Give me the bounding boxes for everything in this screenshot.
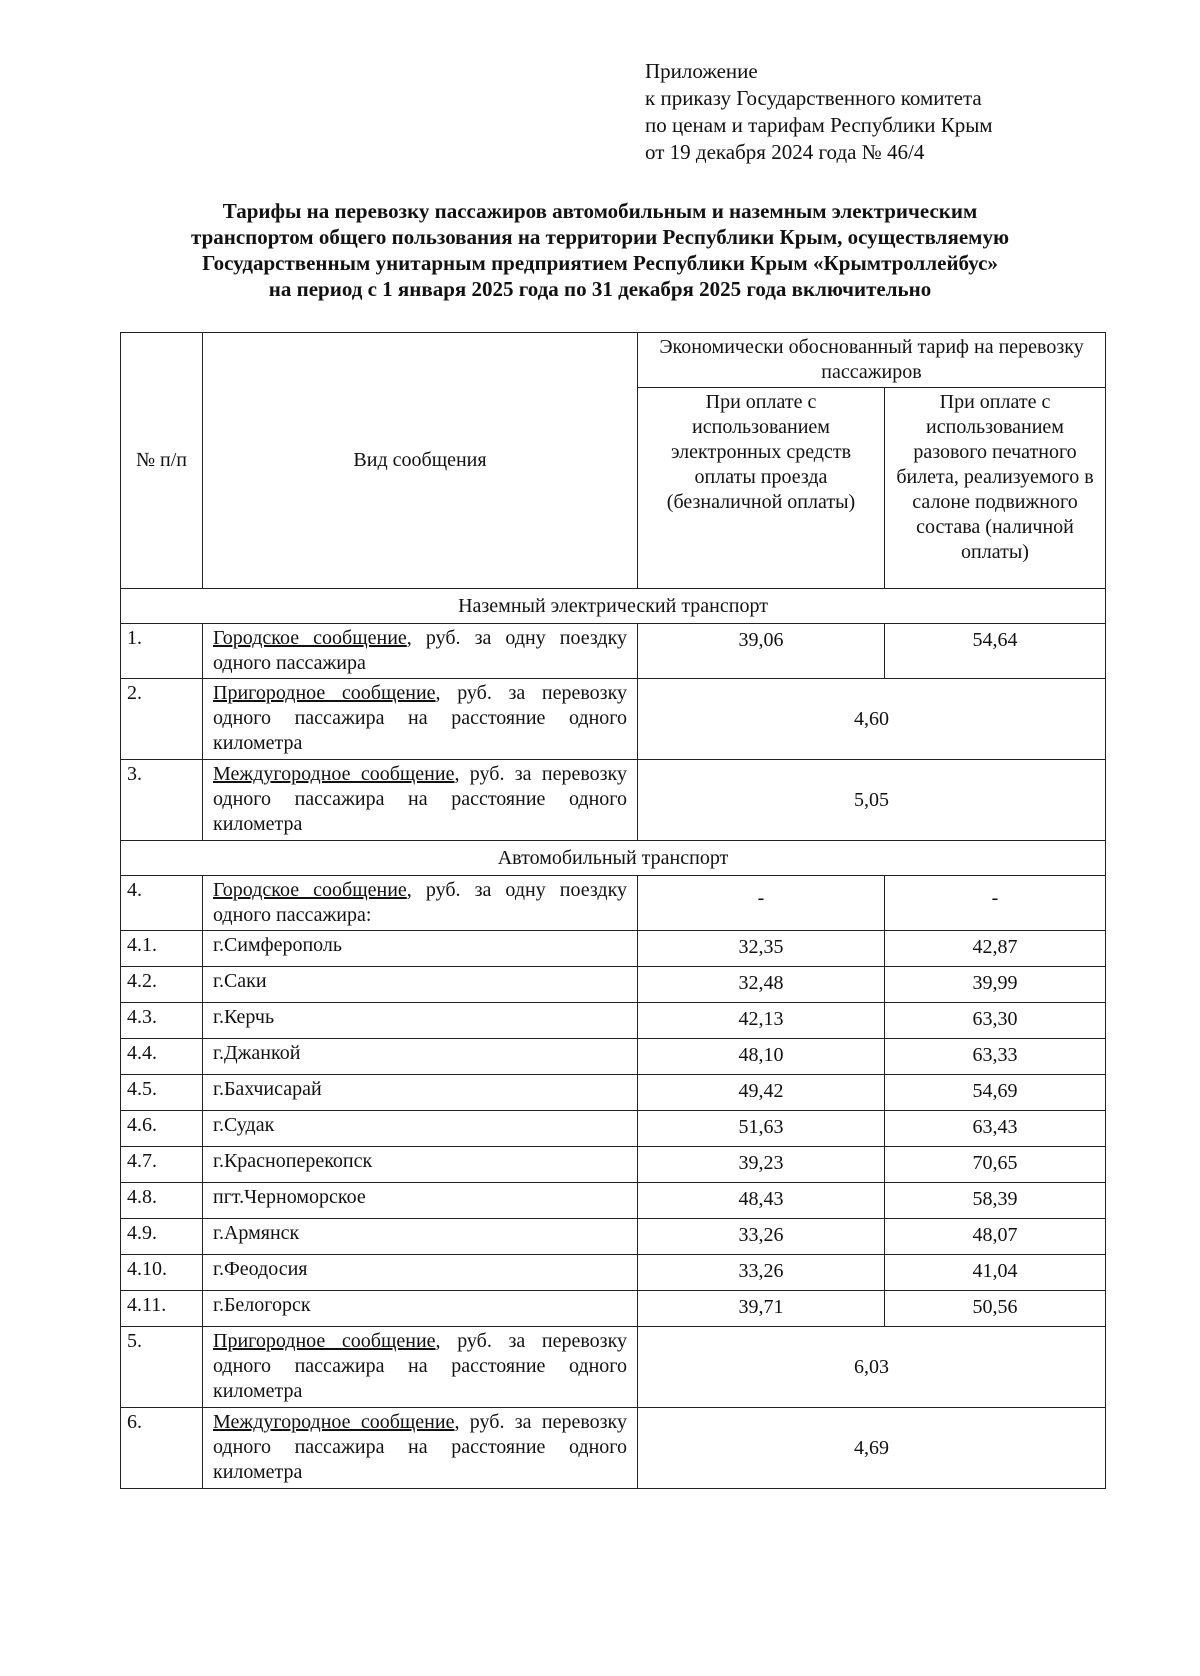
row-num: 4.5.	[121, 1075, 203, 1111]
value-cash: 48,07	[885, 1219, 1106, 1255]
row-kind	[203, 876, 638, 931]
appendix-line: к приказу Государственного комитета	[645, 86, 982, 110]
value-electronic: 33,26	[638, 1219, 885, 1255]
row-num: 4.7.	[121, 1147, 203, 1183]
value-merged: 6,03	[638, 1327, 1106, 1408]
kind-rest: , руб. за одну поездку одного пассажира	[213, 627, 628, 674]
value-electronic: 32,48	[638, 967, 885, 1003]
table-row	[121, 1147, 1106, 1183]
row-num: 5.	[121, 1327, 203, 1408]
row-num: 6.	[121, 1408, 203, 1489]
row-num: 4.1.	[121, 931, 203, 967]
row-num: 1.	[121, 624, 203, 679]
value-merged: 4,69	[638, 1408, 1106, 1489]
appendix-block	[645, 58, 993, 166]
header-electronic: При оплате с использованием электронных средств оплаты проезда (безналичной оплаты)	[638, 388, 885, 589]
city-name: г.Судак	[203, 1111, 638, 1147]
row-num: 4.11.	[121, 1291, 203, 1327]
table-row	[121, 1075, 1106, 1111]
city-name: г.Саки	[203, 967, 638, 1003]
kind-underlined: Пригородное сообщение	[213, 1330, 436, 1352]
row-num: 4.8.	[121, 1183, 203, 1219]
row-num: 4.4.	[121, 1039, 203, 1075]
section-row	[121, 841, 1106, 876]
value-cash: 54,69	[885, 1075, 1106, 1111]
row-kind	[203, 1408, 638, 1489]
kind-underlined: Междугородное сообщение	[213, 1411, 455, 1433]
row-kind	[203, 760, 638, 841]
section-auto: Автомобильный транспорт	[121, 841, 1106, 876]
value-cash: 63,30	[885, 1003, 1106, 1039]
kind-underlined: Городское сообщение	[213, 627, 407, 649]
value-electronic: 33,26	[638, 1255, 885, 1291]
table-row	[121, 1003, 1106, 1039]
header-row	[121, 333, 1106, 388]
row-kind	[203, 679, 638, 760]
document-title	[100, 198, 1100, 302]
value-electronic: 39,23	[638, 1147, 885, 1183]
city-name: г.Белогорск	[203, 1291, 638, 1327]
header-cash: При оплате с использованием разового печатного билета, реализуемого в салоне подвижного состава (наличной оплаты)	[885, 388, 1106, 589]
table-row	[121, 1255, 1106, 1291]
row-kind	[203, 624, 638, 679]
value-cash: 54,64	[885, 624, 1106, 679]
row-num: 4.2.	[121, 967, 203, 1003]
value-cash: 63,33	[885, 1039, 1106, 1075]
header-group: Экономически обоснованный тариф на перевозку пассажиров	[638, 333, 1106, 388]
kind-rest: , руб. за перевозку одного пассажира на расстояние одного километра	[213, 1411, 627, 1483]
table-row	[121, 876, 1106, 931]
kind-rest: , руб. за одну поездку одного пассажира:	[213, 879, 628, 926]
city-name: пгт.Черноморское	[203, 1183, 638, 1219]
table-row	[121, 679, 1106, 760]
row-num: 4.3.	[121, 1003, 203, 1039]
row-num: 4.	[121, 876, 203, 931]
table-row	[121, 1408, 1106, 1489]
table-row	[121, 1327, 1106, 1408]
value-electronic: 49,42	[638, 1075, 885, 1111]
row-num: 4.6.	[121, 1111, 203, 1147]
kind-underlined: Пригородное сообщение	[213, 682, 436, 704]
city-name: г.Армянск	[203, 1219, 638, 1255]
value-electronic: 48,43	[638, 1183, 885, 1219]
table-row	[121, 1111, 1106, 1147]
section-row	[121, 589, 1106, 624]
header-kind: Вид сообщения	[203, 333, 638, 589]
value-cash: 41,04	[885, 1255, 1106, 1291]
table-row	[121, 967, 1106, 1003]
city-name: г.Керчь	[203, 1003, 638, 1039]
kind-underlined: Междугородное сообщение	[213, 763, 455, 785]
value-cash: 39,99	[885, 967, 1106, 1003]
header-num: № п/п	[121, 333, 203, 589]
value-cash: 70,65	[885, 1147, 1106, 1183]
value-cash: 42,87	[885, 931, 1106, 967]
section-electric: Наземный электрический транспорт	[121, 589, 1106, 624]
appendix-line: от 19 декабря 2024 года № 46/4	[645, 140, 925, 164]
value-merged: 4,60	[638, 679, 1106, 760]
value-cash: 63,43	[885, 1111, 1106, 1147]
value-cash: 58,39	[885, 1183, 1106, 1219]
kind-rest: , руб. за перевозку одного пассажира на расстояние одного километра	[213, 1330, 628, 1402]
table-row	[121, 931, 1106, 967]
row-num: 3.	[121, 760, 203, 841]
value-cash: 50,56	[885, 1291, 1106, 1327]
table-row	[121, 1039, 1106, 1075]
row-num: 4.9.	[121, 1219, 203, 1255]
city-name: г.Джанкой	[203, 1039, 638, 1075]
row-num: 2.	[121, 679, 203, 760]
city-name: г.Бахчисарай	[203, 1075, 638, 1111]
table-row	[121, 1291, 1106, 1327]
value-electronic: -	[638, 876, 885, 931]
value-cash: -	[885, 876, 1106, 931]
title-line: Тарифы на перевозку пассажиров автомобильным и наземным электрическим	[222, 199, 978, 223]
value-electronic: 39,06	[638, 624, 885, 679]
value-merged: 5,05	[638, 760, 1106, 841]
table-row	[121, 1219, 1106, 1255]
appendix-line: по ценам и тарифам Республики Крым	[645, 113, 993, 137]
value-electronic: 42,13	[638, 1003, 885, 1039]
city-name: г.Симферополь	[203, 931, 638, 967]
city-name: г.Красноперекопск	[203, 1147, 638, 1183]
title-line: на период с 1 января 2025 года по 31 декабря 2025 года включительно	[268, 277, 932, 301]
appendix-line: Приложение	[645, 59, 758, 83]
kind-rest: , руб. за перевозку одного пассажира на расстояние одного километра	[213, 682, 628, 754]
value-electronic: 51,63	[638, 1111, 885, 1147]
row-num: 4.10.	[121, 1255, 203, 1291]
table-row	[121, 624, 1106, 679]
city-name: г.Феодосия	[203, 1255, 638, 1291]
table-row	[121, 1183, 1106, 1219]
title-line: Государственным унитарным предприятием Республики Крым «Крымтроллейбус»	[202, 251, 998, 275]
tariff-table	[120, 332, 1106, 1489]
kind-rest: , руб. за перевозку одного пассажира на расстояние одного километра	[213, 763, 627, 835]
value-electronic: 32,35	[638, 931, 885, 967]
title-line: транспортом общего пользования на территории Республики Крым, осуществляемую	[191, 225, 1009, 249]
value-electronic: 48,10	[638, 1039, 885, 1075]
table-row	[121, 760, 1106, 841]
value-electronic: 39,71	[638, 1291, 885, 1327]
kind-underlined: Городское сообщение	[213, 879, 407, 901]
row-kind	[203, 1327, 638, 1408]
